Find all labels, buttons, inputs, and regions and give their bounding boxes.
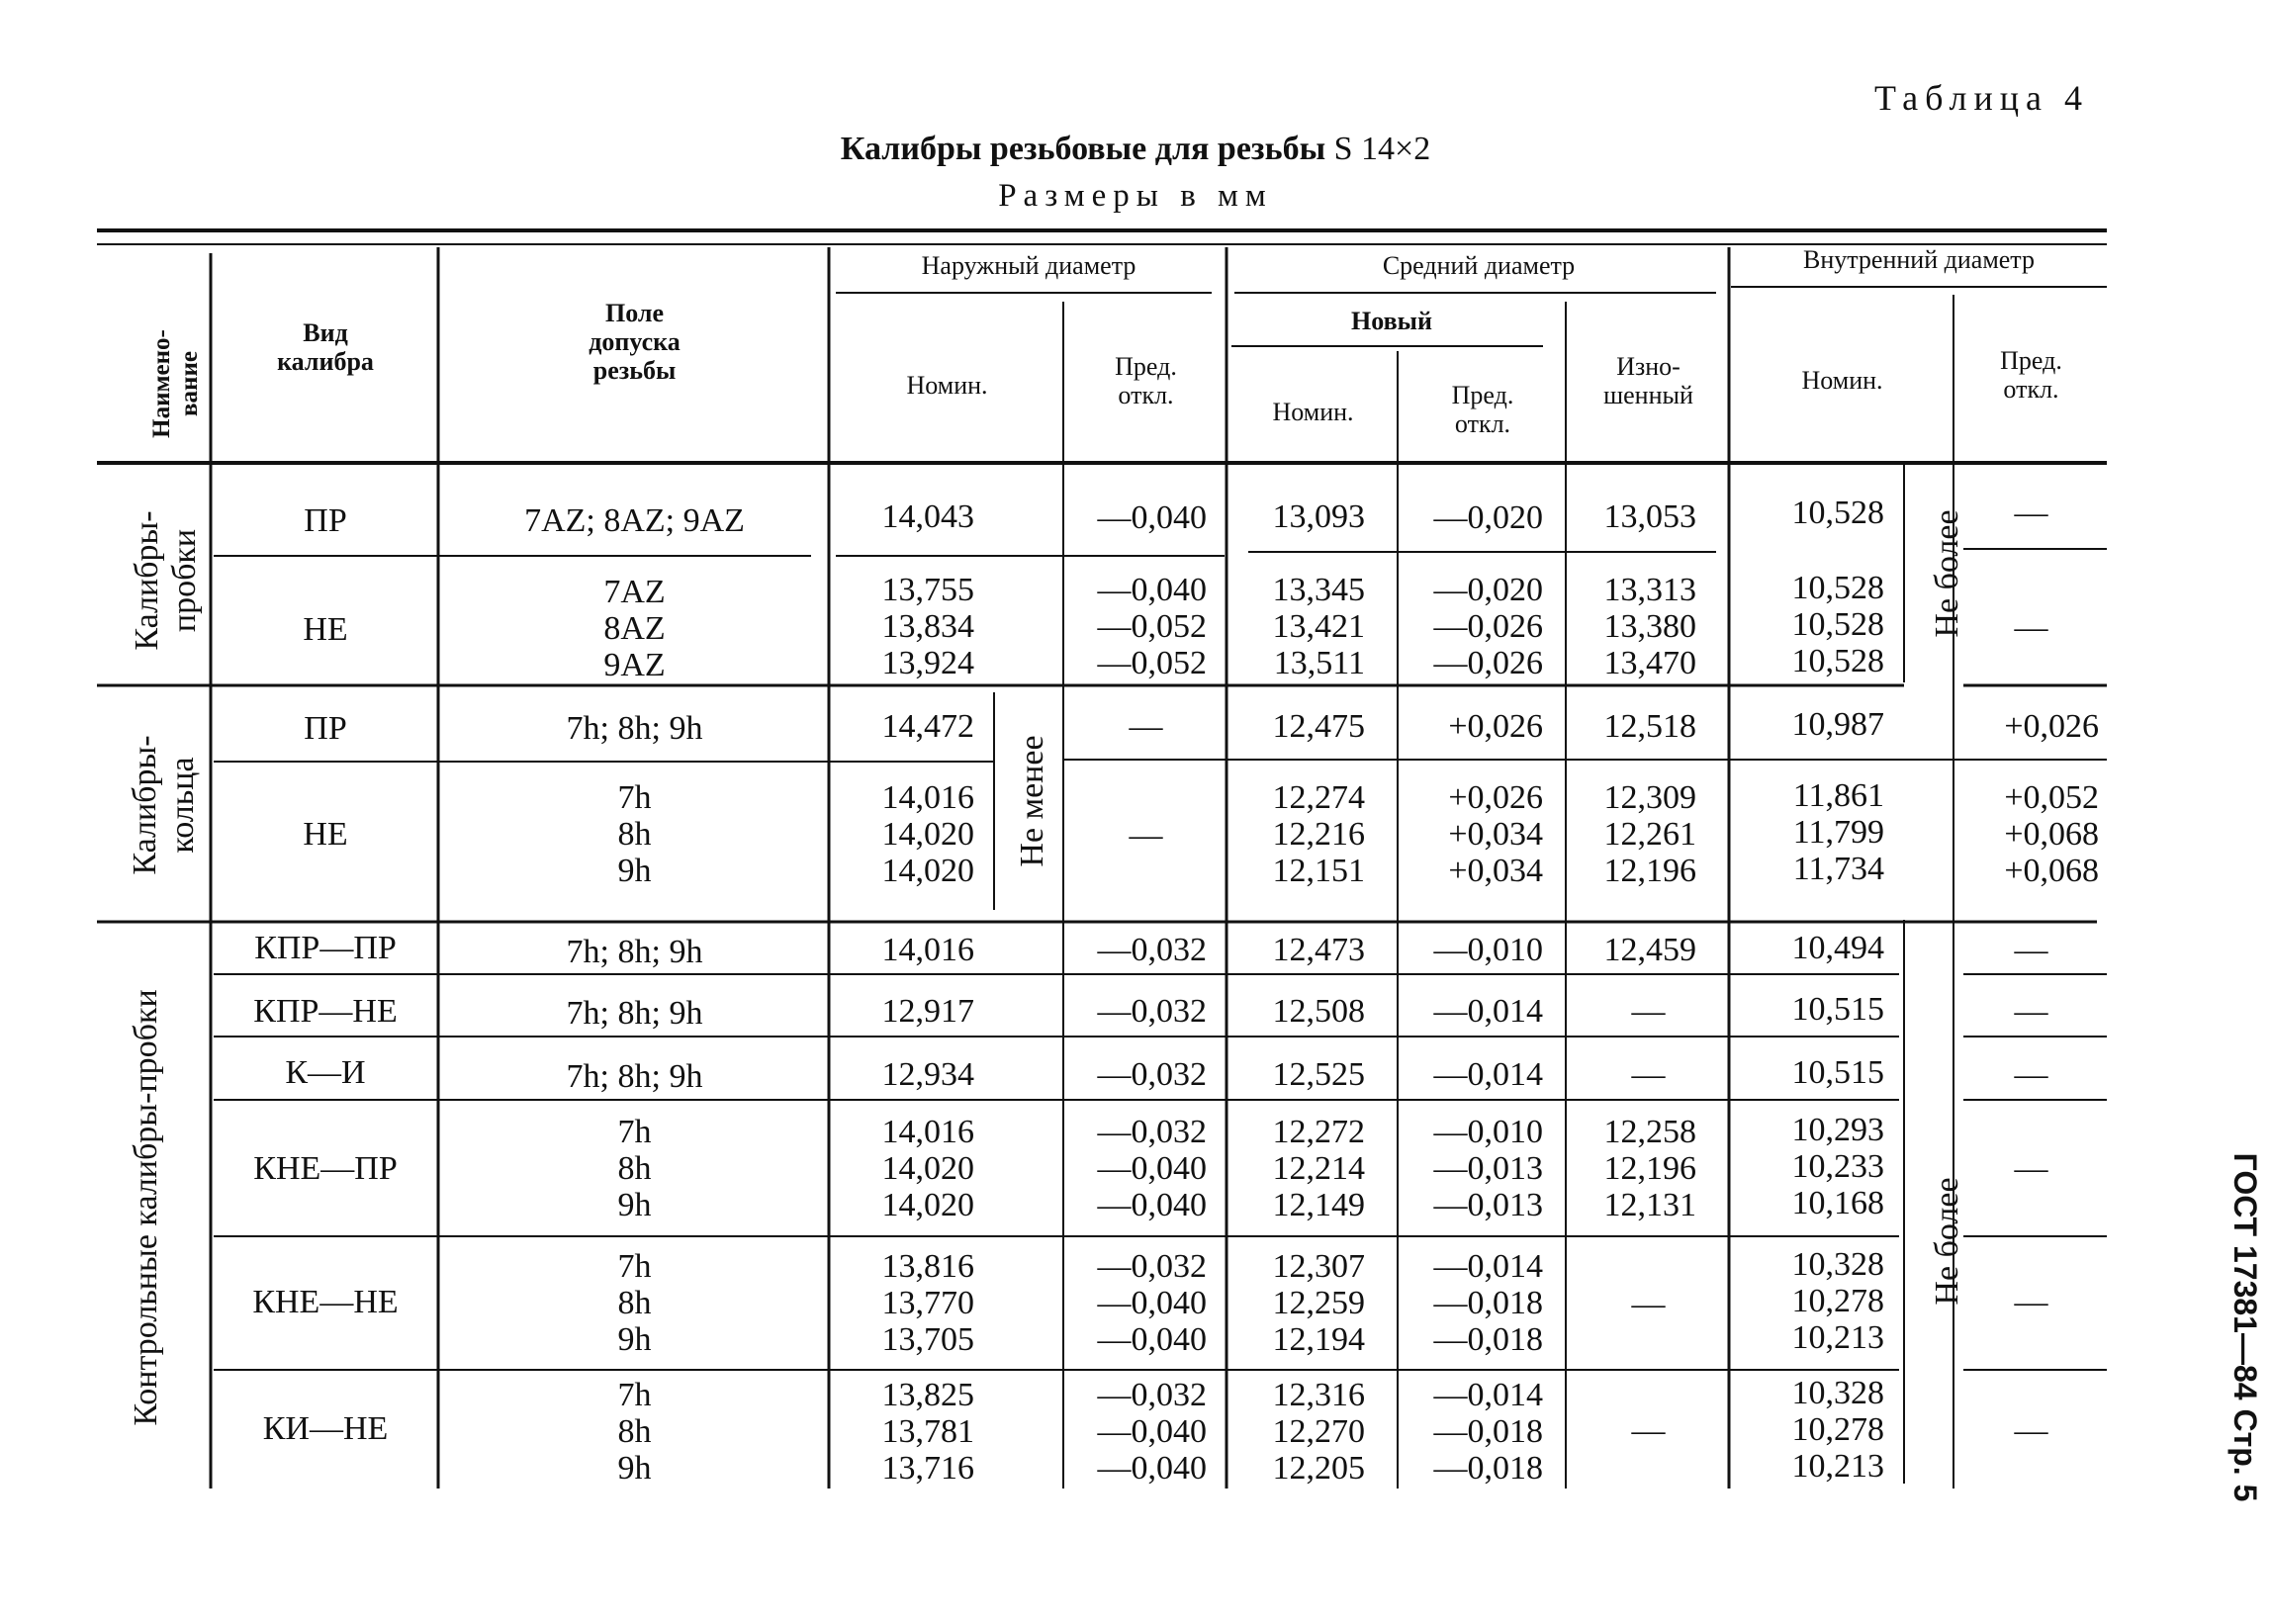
- row-mid-deviation: —0,020 —0,026 —0,026: [1433, 572, 1543, 681]
- row-outer-deviation: —0,032: [1097, 993, 1207, 1030]
- row-mid-deviation: —0,014 —0,018 —0,018: [1433, 1377, 1543, 1487]
- header-gauge-type: Вид калибра: [277, 318, 374, 376]
- row-mid-worn: 12,459: [1603, 932, 1696, 968]
- row-mid-nominal: 12,508: [1272, 993, 1365, 1030]
- row-tolerance: 7h 8h 9h: [617, 779, 652, 889]
- row-inner-deviation: +0,052 +0,068 +0,068: [2004, 779, 2099, 889]
- group-rings: Калибры- кольца: [127, 735, 201, 875]
- row-outer-deviation: —0,040 —0,052 —0,052: [1097, 572, 1207, 681]
- row-tolerance: 7AZ 8AZ 9AZ: [603, 574, 666, 683]
- row-type: КНЕ—НЕ: [252, 1284, 399, 1320]
- note-not-more-2: Не более: [1929, 1177, 1965, 1306]
- row-mid-worn: —: [1631, 1056, 1666, 1093]
- row-outer-deviation: —0,032 —0,040 —0,040: [1097, 1114, 1207, 1223]
- row-mid-nominal: 12,473: [1272, 932, 1365, 968]
- group-control: Контрольные калибры-пробки: [128, 989, 164, 1426]
- note-not-less: Не менее: [1014, 735, 1050, 867]
- row-inner-nominal: 10,494: [1791, 930, 1884, 966]
- header-mid-diameter: Средний диаметр: [1382, 251, 1576, 280]
- header-inner-nominal: Номин.: [1801, 366, 1883, 395]
- header-outer-deviation: Пред. откл.: [1115, 352, 1177, 409]
- row-inner-nominal: 10,528 10,528 10,528: [1791, 570, 1884, 679]
- row-mid-worn: 12,258 12,196 12,131: [1603, 1114, 1696, 1223]
- row-inner-nominal: 11,861 11,799 11,734: [1792, 777, 1884, 887]
- row-tolerance: 7h; 8h; 9h: [566, 710, 703, 747]
- row-outer-nominal: 14,472: [881, 708, 974, 745]
- row-mid-worn: 13,313 13,380 13,470: [1603, 572, 1696, 681]
- table-subtitle: Размеры в мм: [998, 178, 1273, 214]
- row-inner-deviation: —: [2014, 1056, 2048, 1093]
- row-mid-deviation: —0,014: [1433, 1056, 1543, 1093]
- header-name: Наимено- вание: [148, 329, 203, 438]
- row-inner-nominal: 10,987: [1791, 706, 1884, 743]
- row-inner-deviation: —: [2014, 993, 2048, 1030]
- row-mid-deviation: —0,014 —0,018 —0,018: [1433, 1248, 1543, 1358]
- row-inner-nominal: 10,515: [1791, 1054, 1884, 1091]
- row-mid-deviation: —0,014: [1433, 993, 1543, 1030]
- header-worn: Изно- шенный: [1603, 352, 1693, 409]
- row-type: КПР—ПР: [254, 930, 397, 966]
- row-tolerance: 7h; 8h; 9h: [566, 934, 703, 970]
- row-type: ПР: [304, 710, 347, 747]
- title-symbol: S 14×2: [1333, 131, 1431, 167]
- table-number: Таблица 4: [1874, 78, 2089, 118]
- row-tolerance: 7h 8h 9h: [617, 1377, 652, 1487]
- header-mid-deviation: Пред. откл.: [1451, 381, 1514, 438]
- row-mid-nominal: 12,272 12,214 12,149: [1272, 1114, 1365, 1223]
- header-outer-diameter: Наружный диаметр: [921, 251, 1136, 280]
- header-mid-nominal: Номин.: [1272, 398, 1354, 426]
- header-inner-deviation: Пред. откл.: [2000, 346, 2062, 404]
- side-standard-text: ГОСТ 17381—84 Стр. 5: [2227, 1152, 2263, 1502]
- row-outer-nominal: 12,934: [881, 1056, 974, 1093]
- row-type: НЕ: [303, 816, 348, 853]
- title-text: Калибры резьбовые для резьбы: [840, 131, 1326, 167]
- row-inner-nominal: 10,328 10,278 10,213: [1791, 1375, 1884, 1485]
- row-inner-deviation: +0,026: [2004, 708, 2099, 745]
- row-mid-worn: —: [1631, 1286, 1666, 1322]
- row-mid-nominal: 13,093: [1272, 498, 1365, 535]
- row-mid-nominal: 13,345 13,421 13,511: [1272, 572, 1365, 681]
- row-outer-deviation: —: [1129, 708, 1163, 745]
- row-mid-nominal: 12,316 12,270 12,205: [1272, 1377, 1365, 1487]
- row-inner-nominal: 10,528: [1791, 495, 1884, 531]
- row-tolerance: 7h; 8h; 9h: [566, 995, 703, 1032]
- row-type: КПР—НЕ: [253, 993, 398, 1030]
- row-tolerance: 7h; 8h; 9h: [566, 1058, 703, 1095]
- row-outer-deviation: —0,040: [1097, 499, 1207, 536]
- row-mid-worn: —: [1631, 993, 1666, 1030]
- row-outer-nominal: 13,816 13,770 13,705: [881, 1248, 974, 1358]
- row-tolerance: 7h 8h 9h: [617, 1114, 652, 1223]
- row-outer-deviation: —0,032: [1097, 932, 1207, 968]
- row-mid-nominal: 12,307 12,259 12,194: [1272, 1248, 1365, 1358]
- row-mid-deviation: +0,026 +0,034 +0,034: [1448, 779, 1543, 889]
- row-mid-deviation: —0,010: [1433, 932, 1543, 968]
- row-mid-worn: 12,518: [1603, 708, 1696, 745]
- row-inner-deviation: —: [2014, 1412, 2048, 1449]
- row-type: ПР: [304, 502, 347, 539]
- row-type: К—И: [285, 1054, 366, 1091]
- row-mid-deviation: —0,020: [1433, 499, 1543, 536]
- row-outer-nominal: 14,016 14,020 14,020: [881, 779, 974, 889]
- row-mid-worn: 12,309 12,261 12,196: [1603, 779, 1696, 889]
- row-inner-deviation: —: [2014, 495, 2048, 531]
- row-mid-worn: —: [1631, 1412, 1666, 1449]
- note-not-more-1: Не более: [1929, 509, 1965, 638]
- row-inner-nominal: 10,515: [1791, 991, 1884, 1028]
- row-outer-nominal: 13,825 13,781 13,716: [881, 1377, 974, 1487]
- row-inner-deviation: —: [2014, 932, 2048, 968]
- header-new: Новый: [1351, 307, 1432, 335]
- row-mid-worn: 13,053: [1603, 498, 1696, 535]
- row-tolerance: 7h 8h 9h: [617, 1248, 652, 1358]
- row-outer-nominal: 12,917: [881, 993, 974, 1030]
- row-type: КНЕ—ПР: [253, 1150, 398, 1187]
- row-outer-nominal: 14,016 14,020 14,020: [881, 1114, 974, 1223]
- row-outer-deviation: —0,032 —0,040 —0,040: [1097, 1248, 1207, 1358]
- row-tolerance: 7AZ; 8AZ; 9AZ: [524, 502, 745, 539]
- group-plugs: Калибры- пробки: [129, 510, 203, 651]
- row-type: КИ—НЕ: [262, 1410, 389, 1447]
- header-outer-nominal: Номин.: [906, 371, 988, 400]
- header-inner-diameter: Внутренний диаметр: [1803, 245, 2035, 274]
- header-tolerance: Поле допуска резьбы: [589, 299, 681, 385]
- row-mid-deviation: +0,026: [1448, 708, 1543, 745]
- row-mid-deviation: —0,010 —0,013 —0,013: [1433, 1114, 1543, 1223]
- row-outer-nominal: 13,755 13,834 13,924: [881, 572, 974, 681]
- row-mid-nominal: 12,475: [1272, 708, 1365, 745]
- row-inner-deviation: —: [2014, 1150, 2048, 1187]
- row-inner-deviation: —: [2014, 609, 2048, 646]
- row-inner-nominal: 10,293 10,233 10,168: [1791, 1112, 1884, 1221]
- row-inner-deviation: —: [2014, 1284, 2048, 1320]
- row-mid-nominal: 12,525: [1272, 1056, 1365, 1093]
- row-outer-nominal: 14,016: [881, 932, 974, 968]
- row-outer-deviation: —: [1129, 817, 1163, 854]
- row-mid-nominal: 12,274 12,216 12,151: [1272, 779, 1365, 889]
- row-outer-deviation: —0,032 —0,040 —0,040: [1097, 1377, 1207, 1487]
- row-outer-nominal: 14,043: [881, 498, 974, 535]
- row-outer-deviation: —0,032: [1097, 1056, 1207, 1093]
- row-inner-nominal: 10,328 10,278 10,213: [1791, 1246, 1884, 1356]
- row-type: НЕ: [303, 611, 348, 648]
